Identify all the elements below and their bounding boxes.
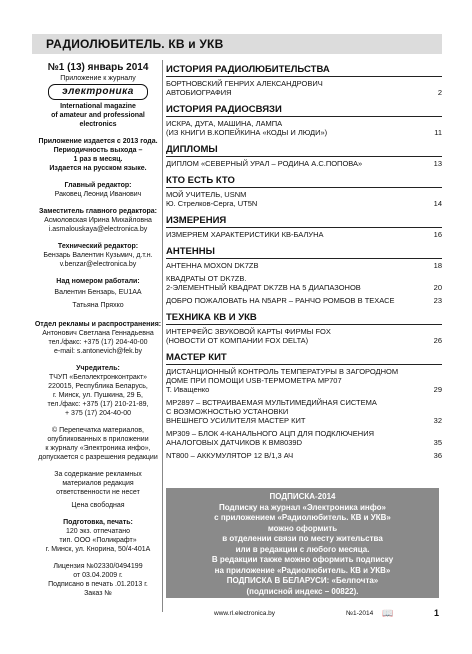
text-line: Татьяна Пряхко [72, 302, 124, 309]
copyright-notice [32, 426, 164, 462]
text-line: от 03.04.2009 г. [73, 572, 123, 579]
entry-title [166, 327, 428, 345]
entry-line: ДИПЛОМ «СЕВЕРНЫЙ УРАЛ – РОДИНА А.С.ПОПОВА» [166, 159, 363, 168]
toc-entry[interactable] [166, 119, 442, 137]
entry-line: АНТЕННА MOXON DK7ZB [166, 261, 259, 270]
entry-line: ДИСТАНЦИОННЫЙ КОНТРОЛЬ ТЕМПЕРАТУРЫ В ЗАГОРОДНОМ [166, 367, 399, 376]
entry-line: 2-ЭЛЕМЕНТНЫЙ КВАДРАТ DK7ZB НА 5 ДИАПАЗОНОВ [166, 283, 361, 292]
promo-line: Подписку на журнал «Электроника инфо» [219, 502, 386, 512]
toc-section [166, 175, 442, 208]
entry-line: MP2897 – ВСТРАИВАЕМАЯ МУЛЬТИМЕДИЙНАЯ СИСТЕМА [166, 398, 377, 407]
footer-issue: №1-2014 [346, 610, 374, 617]
tech-editor [32, 251, 164, 269]
footer-url[interactable]: www.rl.electronica.by [214, 610, 276, 617]
text-line: Издается на русском языке. [49, 165, 147, 172]
entry-line: ВНЕШНЕГО УСИЛИТЕЛЯ МАСТЕР КИТ [166, 416, 306, 425]
entry-title [166, 367, 428, 394]
section-title: АНТЕННЫ [166, 246, 442, 259]
promo-line: на приложение «Радиолюбитель. КВ и УКВ» [214, 565, 391, 575]
text-line: материалов редакция [62, 480, 134, 487]
entry-line: БОРТНОВСКИЙ ГЕНРИХ АЛЕКСАНДРОВИЧ [166, 79, 323, 88]
text-line: 120 экз. отпечатано [66, 528, 130, 535]
section-title: ИСТОРИЯ РАДИОСВЯЗИ [166, 104, 442, 117]
text-line: опубликованных в приложении [47, 436, 149, 443]
text-line: Антонович Светлана Геннадьевна [42, 330, 154, 337]
disclaimer [32, 470, 164, 497]
text-line: Приложение к журналу [60, 75, 136, 82]
entry-title [166, 429, 428, 447]
entry-page-number: 23 [433, 296, 442, 305]
promo-title: ПОДПИСКА-2014 [269, 492, 336, 501]
text-line: 1 раз в месяц. [73, 156, 123, 163]
text-line: Асмоловская Ирина Михайловна [44, 217, 152, 224]
entry-title [166, 230, 428, 239]
text-line: Заказ № [84, 590, 112, 597]
entry-page-number: 36 [433, 451, 442, 460]
text-line: Периодичность выхода – [53, 147, 143, 154]
text-line: За содержание рекламных [54, 471, 142, 478]
text-line: Приложение издается с 2013 года. [38, 138, 158, 145]
founder-details [32, 373, 164, 418]
toc-entry[interactable] [166, 296, 442, 305]
worked-names [32, 286, 164, 312]
electronica-logo: электроника [48, 84, 148, 100]
magazine-subtitle [32, 102, 164, 129]
toc-section [166, 312, 442, 345]
entry-page-number: 14 [433, 199, 442, 208]
promo-line: можно оформить [267, 523, 338, 533]
text-line: к журналу «Электроника инфо», [45, 445, 151, 452]
toc-section [166, 144, 442, 168]
entry-line: ДОМЕ ПРИ ПОМОЩИ USB-ТЕРМОМЕТРА MP707 [166, 376, 342, 385]
text-line: Подписано в печать .01.2013 г. [48, 581, 148, 588]
entry-line: (ИЗ КНИГИ В.КОПЕЙКИНА «КОДЫ И ЛЮДИ») [166, 128, 328, 137]
deputy-editor-label: Заместитель главного редактора: [39, 208, 157, 215]
section-title: КТО ЕСТЬ КТО [166, 175, 442, 188]
text-line: тип. ООО «Поликрафт» [59, 537, 137, 544]
issue-number: №1 (13) январь 2014 [47, 62, 149, 73]
license-info [32, 562, 164, 598]
about-text [32, 137, 164, 173]
entry-line: (НОВОСТИ ОТ КОМПАНИИ FOX DELTA) [166, 336, 309, 345]
founder-label: Учредитель: [76, 365, 120, 372]
toc-section [166, 104, 442, 137]
toc-entry[interactable] [166, 367, 442, 394]
text-line: i.asmalouskaya@electronica.by [48, 226, 148, 233]
entry-line: С ВОЗМОЖНОСТЬЮ УСТАНОВКИ [166, 407, 289, 416]
toc-entry[interactable] [166, 79, 442, 97]
toc-entry[interactable] [166, 230, 442, 239]
entry-title [166, 190, 428, 208]
entry-line: АНАЛОГОВЫХ ДАТЧИКОВ К BM8039D [166, 438, 303, 447]
entry-line: Ю. Стрелков-Серга, UT5N [166, 199, 258, 208]
ads-contacts [32, 329, 164, 356]
text-line: тел./факс: +375 (17) 210-21-89, [47, 401, 149, 408]
toc-entry[interactable] [166, 327, 442, 345]
toc-entry[interactable] [166, 159, 442, 168]
entry-title [166, 159, 428, 168]
text-line: ТЧУП «Белэлектронконтракт» [48, 374, 148, 381]
entry-page-number: 35 [433, 438, 442, 447]
text-line: тел./факс: +375 (17) 204-40-00 [48, 339, 148, 346]
entry-line: Т. Иващенко [166, 385, 210, 394]
toc-section [166, 215, 442, 239]
entry-title [166, 451, 428, 460]
entry-title [166, 296, 428, 305]
entry-page-number: 20 [433, 283, 442, 292]
promo-line: с приложением «Радиолюбитель. КВ и УКВ» [214, 513, 391, 522]
text-line: e-mail: s.antonevich@fek.by [53, 348, 143, 355]
text-line: + 375 (17) 204-40-00 [65, 410, 131, 417]
text-line: Отдел рекламы и распространения: [34, 321, 162, 328]
table-of-contents [166, 64, 442, 467]
entry-page-number: 2 [437, 88, 442, 97]
book-icon: 📖 [382, 608, 394, 618]
entry-title [166, 261, 428, 270]
toc-entry[interactable] [166, 429, 442, 447]
price: Цена свободная [71, 502, 125, 509]
toc-section [166, 64, 442, 97]
print-details [32, 527, 164, 554]
promo-line: или в редакции с любого месяца. [235, 544, 370, 554]
section-title: ИЗМЕРЕНИЯ [166, 215, 442, 228]
toc-entry[interactable] [166, 451, 442, 460]
entry-page-number: 32 [433, 416, 442, 425]
chief-editor-label: Главный редактор: [64, 182, 132, 189]
section-title: ИСТОРИЯ РАДИОЛЮБИТЕЛЬСТВА [166, 64, 442, 77]
entry-page-number: 18 [433, 261, 442, 270]
toc-entry[interactable] [166, 261, 442, 270]
entry-title [166, 79, 428, 97]
toc-entry[interactable] [166, 274, 442, 292]
page-number: 1 [434, 608, 440, 618]
section-title: ТЕХНИКА КВ И УКВ [166, 312, 442, 325]
text-line: г. Минск, ул. Пушкина, 29 Б, [52, 392, 143, 399]
entry-line: ДОБРО ПОЖАЛОВАТЬ НА N5APR – РАНЧО РОМБОВ В ТЕХАСЕ [166, 296, 395, 305]
promo-line: в отделении связи по месту жительства [222, 534, 383, 543]
entry-page-number: 29 [433, 385, 442, 394]
text-line: Бензарь Валентин Кузьмич, д.т.н. [43, 252, 153, 259]
entry-line: МОЙ УЧИТЕЛЬ, USNM [166, 190, 247, 199]
entry-page-number: 13 [433, 159, 442, 168]
promo-line: В редакции также можно оформить подписку [211, 555, 394, 564]
supplement-note [32, 74, 164, 83]
tech-editor-label: Технический редактор: [57, 243, 139, 250]
print-label: Подготовка, печать: [63, 519, 133, 526]
toc-entry[interactable] [166, 190, 442, 208]
text-line: International magazine [60, 103, 136, 110]
worked-label: Над номером работали: [56, 278, 140, 285]
entry-page-number: 11 [434, 128, 442, 137]
entry-line: КВАДРАТЫ ОТ DK7ZB. [166, 274, 247, 283]
section-title: МАСТЕР КИТ [166, 352, 442, 365]
entry-title [166, 274, 428, 292]
entry-line: ИСКРА, ДУГА, МАШИНА, ЛАМПА [166, 119, 283, 128]
entry-line: ИНТЕРФЕЙС ЗВУКОВОЙ КАРТЫ ФИРМЫ FOX [166, 327, 331, 336]
ads-label [32, 320, 164, 329]
entry-title [166, 119, 428, 137]
entry-line: NT800 – АККУМУЛЯТОР 12 В/1,3 АЧ [166, 451, 294, 460]
page-footer [166, 606, 442, 622]
text-line: допускается с разрешения редакции [38, 454, 158, 461]
entry-line: ИЗМЕРЯЕМ ХАРАКТЕРИСТИКИ КВ-БАЛУНА [166, 230, 324, 239]
entry-page-number: 16 [433, 230, 442, 239]
deputy-editor [32, 216, 164, 234]
text-line: © Перепечатка материалов, [52, 427, 144, 434]
page-header-title: РАДИОЛЮБИТЕЛЬ. КВ и УКВ [46, 37, 224, 51]
toc-section [166, 352, 442, 460]
entry-page-number: 26 [433, 336, 442, 345]
column-divider [162, 60, 163, 612]
entry-line: MP309 – БЛОК 4-КАНАЛЬНОГО АЦП ДЛЯ ПОДКЛЮЧЕНИЯ [166, 429, 375, 438]
text-line: Валентин Бензарь, EU1AA [54, 289, 142, 296]
text-line: of amateur and professional electronics [51, 112, 145, 128]
toc-entry[interactable] [166, 398, 442, 425]
subscription-promo [166, 488, 439, 598]
text-line: v.benzar@electronica.by [59, 261, 137, 268]
promo-line: (подписной индекс – 00822). [246, 586, 359, 596]
section-title: ДИПЛОМЫ [166, 144, 442, 157]
text-line: ответственности не несет [56, 489, 140, 496]
entry-line: АВТОБИОГРАФИЯ [166, 88, 232, 97]
chief-editor-name: Раковец Леонид Иванович [54, 191, 142, 198]
entry-title [166, 398, 428, 425]
toc-section [166, 246, 442, 305]
text-line: 220015, Республика Беларусь, [48, 383, 148, 390]
promo-line: ПОДПИСКА В БЕЛАРУСИ: «Белпочта» [226, 576, 379, 585]
sidebar-imprint [32, 60, 164, 598]
text-line: г. Минск, ул. Кнорина, 50/4-401А [45, 546, 151, 553]
text-line: Лицензия №02330/0494199 [53, 563, 143, 570]
